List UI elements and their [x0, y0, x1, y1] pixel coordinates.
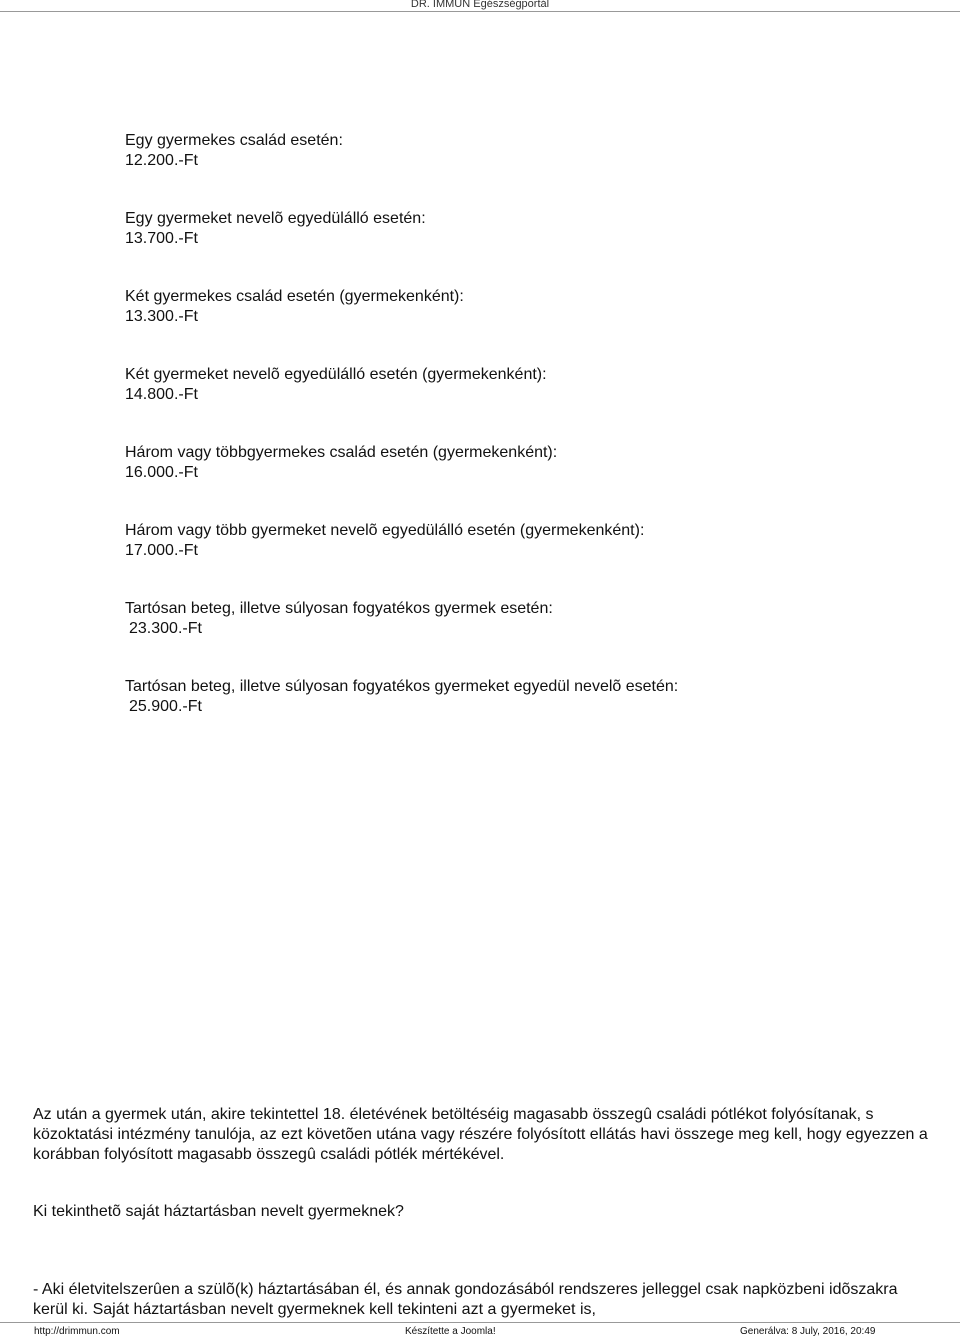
list-item	[125, 599, 925, 677]
list-item	[125, 287, 925, 365]
footer-url[interactable]: http://drimmun.com	[34, 1326, 120, 1337]
item-label: Két gyermeket nevelõ egyedülálló esetén (gyermekenként):	[125, 366, 547, 383]
question-heading: Ki tekinthetõ saját háztartásban nevelt gyermeknek?	[33, 1203, 404, 1220]
list-item	[125, 131, 925, 209]
item-value: 13.700.-Ft	[125, 230, 198, 247]
paragraph-household-definition: - Aki életvitelszerûen a szülõ(k) háztartásában él, és annak gondozásából rendszeres jelleggel csak napközbeni idõszakra kerül ki. Saját háztartásban nevelt gyermeknek kell tekinteni azt a gyermeket is,	[33, 1281, 898, 1318]
item-label: Három vagy többgyermekes család esetén (gyermekenként):	[125, 444, 558, 461]
header-title: DR. IMMUN Egészségportál	[410, 0, 550, 10]
page-footer	[0, 1322, 960, 1339]
item-label: Egy gyermeket nevelõ egyedülálló esetén:	[125, 210, 426, 227]
item-value: 25.900.-Ft	[129, 698, 202, 715]
item-value: 17.000.-Ft	[125, 542, 198, 559]
list-item	[125, 521, 925, 599]
item-label: Tartósan beteg, illetve súlyosan fogyatékos gyermeket egyedül nevelõ esetén:	[125, 678, 679, 695]
footer-credit: Készítette a Joomla!	[405, 1326, 496, 1337]
item-value: 23.300.-Ft	[129, 620, 202, 637]
allowance-list	[125, 131, 925, 755]
item-value: 13.300.-Ft	[125, 308, 198, 325]
item-value: 12.200.-Ft	[125, 152, 198, 169]
item-label: Két gyermekes család esetén (gyermekenként):	[125, 288, 464, 305]
list-item	[125, 677, 925, 755]
footer-generated: Generálva: 8 July, 2016, 20:49	[740, 1326, 876, 1337]
list-item	[125, 365, 925, 443]
list-item	[125, 209, 925, 287]
item-value: 16.000.-Ft	[125, 464, 198, 481]
item-label: Tartósan beteg, illetve súlyosan fogyatékos gyermek esetén:	[125, 600, 553, 617]
page-header	[0, 0, 960, 12]
list-item	[125, 443, 925, 521]
paragraph-higher-allowance: Az után a gyermek után, akire tekintettel 18. életévének betöltéséig magasabb összegû családi pótlékot folyósítanak, s közoktatási intézmény tanulója, az ezt követõen utána vagy részére folyósított ellátás havi összege meg kell, hogy egyezzen a korábban folyósított magasabb összegû családi pótlék mértékével.	[33, 1106, 928, 1163]
item-label: Egy gyermekes család esetén:	[125, 132, 343, 149]
item-value: 14.800.-Ft	[125, 386, 198, 403]
item-label: Három vagy több gyermeket nevelõ egyedülálló esetén (gyermekenként):	[125, 522, 645, 539]
